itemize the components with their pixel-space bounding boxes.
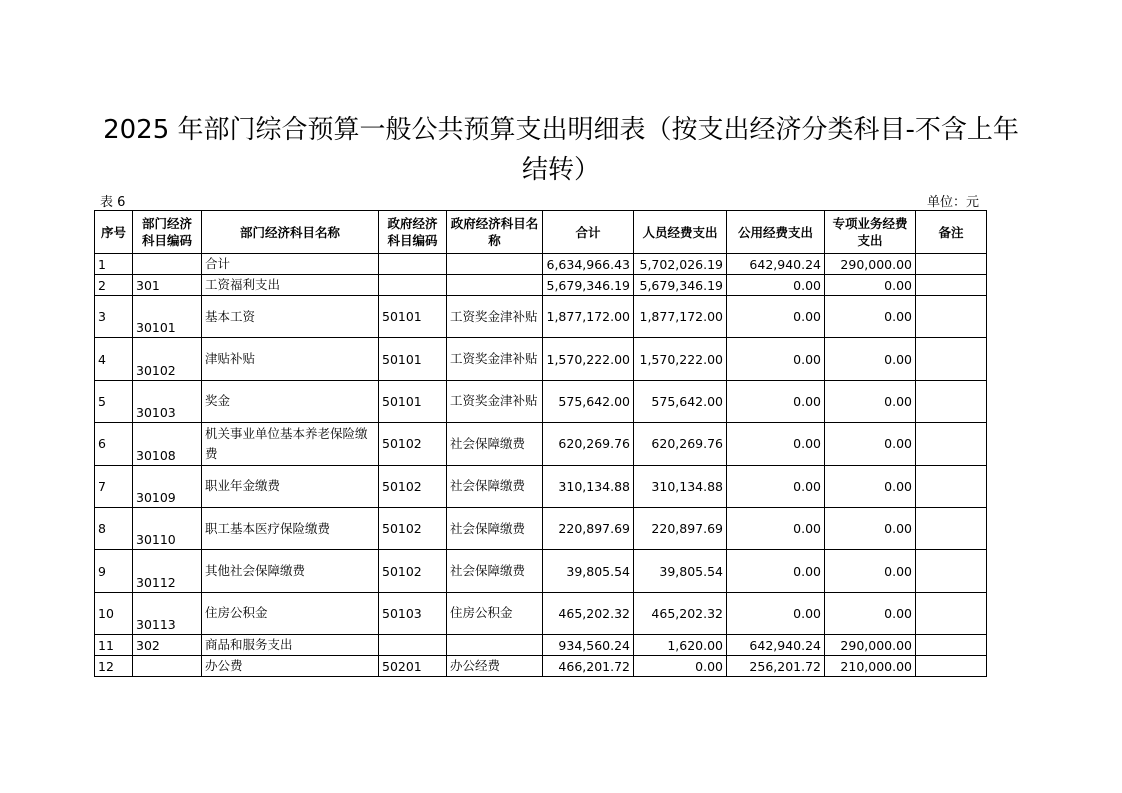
header-gov-name: 政府经济科目名称 (447, 211, 543, 254)
cell-gov-name: 工资奖金津补贴 (447, 296, 543, 338)
cell-seq: 1 (95, 254, 133, 275)
cell-total: 5,679,346.19 (543, 275, 634, 296)
cell-dept-name: 基本工资 (202, 296, 379, 338)
cell-dept-code: 30112 (133, 550, 202, 592)
cell-personnel: 1,877,172.00 (634, 296, 727, 338)
cell-dept-name: 工资福利支出 (202, 275, 379, 296)
cell-total: 465,202.32 (543, 592, 634, 634)
cell-dept-name: 合计 (202, 254, 379, 275)
cell-note (916, 296, 987, 338)
cell-personnel: 1,570,222.00 (634, 338, 727, 380)
cell-public: 0.00 (727, 275, 825, 296)
page-title: 2025 年部门综合预算一般公共预算支出明细表（按支出经济分类科目-不含上年结转） (103, 115, 1019, 185)
cell-dept-name: 机关事业单位基本养老保险缴费 (202, 423, 379, 465)
cell-personnel: 465,202.32 (634, 592, 727, 634)
cell-personnel: 620,269.76 (634, 423, 727, 465)
table-row (95, 550, 987, 592)
table-row (95, 635, 987, 656)
cell-gov-code (379, 275, 447, 296)
cell-gov-name: 工资奖金津补贴 (447, 380, 543, 422)
cell-public: 642,940.24 (727, 635, 825, 656)
cell-note (916, 465, 987, 507)
cell-public: 0.00 (727, 423, 825, 465)
header-note: 备注 (916, 211, 987, 254)
header-special: 专项业务经费支出 (825, 211, 916, 254)
cell-total: 310,134.88 (543, 465, 634, 507)
cell-public: 0.00 (727, 338, 825, 380)
cell-dept-name: 职工基本医疗保险缴费 (202, 507, 379, 549)
cell-note (916, 423, 987, 465)
cell-total: 575,642.00 (543, 380, 634, 422)
cell-special: 0.00 (825, 465, 916, 507)
cell-dept-code: 30103 (133, 380, 202, 422)
cell-total: 220,897.69 (543, 507, 634, 549)
cell-personnel: 39,805.54 (634, 550, 727, 592)
cell-seq: 9 (95, 550, 133, 592)
cell-special: 0.00 (825, 296, 916, 338)
header-gov-code: 政府经济科目编码 (379, 211, 447, 254)
table-row (95, 592, 987, 634)
header-seq: 序号 (95, 211, 133, 254)
cell-dept-name: 职业年金缴费 (202, 465, 379, 507)
cell-dept-code (133, 254, 202, 275)
cell-seq: 7 (95, 465, 133, 507)
cell-dept-code: 30108 (133, 423, 202, 465)
cell-note (916, 338, 987, 380)
cell-total: 6,634,966.43 (543, 254, 634, 275)
cell-public: 256,201.72 (727, 656, 825, 677)
cell-note (916, 550, 987, 592)
cell-gov-code (379, 635, 447, 656)
cell-gov-name: 社会保障缴费 (447, 465, 543, 507)
cell-gov-name: 住房公积金 (447, 592, 543, 634)
table-row (95, 275, 987, 296)
cell-seq: 5 (95, 380, 133, 422)
cell-gov-code: 50102 (379, 507, 447, 549)
cell-dept-code: 302 (133, 635, 202, 656)
cell-gov-code: 50102 (379, 550, 447, 592)
cell-public: 0.00 (727, 592, 825, 634)
cell-seq: 8 (95, 507, 133, 549)
cell-seq: 6 (95, 423, 133, 465)
header-public: 公用经费支出 (727, 211, 825, 254)
header-total: 合计 (543, 211, 634, 254)
cell-special: 0.00 (825, 592, 916, 634)
cell-dept-code: 30109 (133, 465, 202, 507)
cell-special: 0.00 (825, 275, 916, 296)
table-row (95, 423, 987, 465)
cell-seq: 3 (95, 296, 133, 338)
cell-public: 0.00 (727, 465, 825, 507)
cell-seq: 4 (95, 338, 133, 380)
cell-dept-code: 30102 (133, 338, 202, 380)
cell-special: 290,000.00 (825, 254, 916, 275)
cell-note (916, 635, 987, 656)
cell-gov-name: 社会保障缴费 (447, 550, 543, 592)
cell-gov-name (447, 254, 543, 275)
table-number: 表 6 (100, 195, 126, 210)
cell-public: 0.00 (727, 550, 825, 592)
table-row (95, 656, 987, 677)
cell-public: 0.00 (727, 507, 825, 549)
budget-table (94, 210, 987, 677)
cell-personnel: 575,642.00 (634, 380, 727, 422)
cell-gov-name: 办公经费 (447, 656, 543, 677)
table-row (95, 507, 987, 549)
unit-label: 单位：元 (926, 195, 979, 210)
cell-personnel: 0.00 (634, 656, 727, 677)
cell-special: 0.00 (825, 338, 916, 380)
cell-dept-name: 住房公积金 (202, 592, 379, 634)
cell-note (916, 592, 987, 634)
cell-dept-code: 30113 (133, 592, 202, 634)
header-personnel: 人员经费支出 (634, 211, 727, 254)
cell-gov-name (447, 275, 543, 296)
table-row (95, 254, 987, 275)
cell-gov-code (379, 254, 447, 275)
cell-public: 0.00 (727, 296, 825, 338)
cell-dept-name: 奖金 (202, 380, 379, 422)
header-dept-name: 部门经济科目名称 (202, 211, 379, 254)
cell-special: 0.00 (825, 380, 916, 422)
cell-total: 466,201.72 (543, 656, 634, 677)
cell-seq: 12 (95, 656, 133, 677)
table-row (95, 380, 987, 422)
cell-total: 934,560.24 (543, 635, 634, 656)
cell-dept-name: 津贴补贴 (202, 338, 379, 380)
cell-gov-name (447, 635, 543, 656)
cell-special: 0.00 (825, 507, 916, 549)
cell-dept-code: 301 (133, 275, 202, 296)
cell-public: 642,940.24 (727, 254, 825, 275)
cell-special: 290,000.00 (825, 635, 916, 656)
cell-seq: 11 (95, 635, 133, 656)
cell-personnel: 310,134.88 (634, 465, 727, 507)
cell-seq: 2 (95, 275, 133, 296)
cell-note (916, 380, 987, 422)
table-row (95, 296, 987, 338)
cell-personnel: 220,897.69 (634, 507, 727, 549)
table-header-row (95, 211, 987, 254)
table-row (95, 338, 987, 380)
cell-total: 39,805.54 (543, 550, 634, 592)
cell-gov-code: 50201 (379, 656, 447, 677)
header-dept-code: 部门经济科目编码 (133, 211, 202, 254)
cell-gov-name: 社会保障缴费 (447, 507, 543, 549)
cell-personnel: 5,702,026.19 (634, 254, 727, 275)
cell-gov-code: 50101 (379, 296, 447, 338)
cell-gov-name: 社会保障缴费 (447, 423, 543, 465)
cell-gov-name: 工资奖金津补贴 (447, 338, 543, 380)
cell-dept-name: 办公费 (202, 656, 379, 677)
cell-personnel: 1,620.00 (634, 635, 727, 656)
cell-note (916, 254, 987, 275)
cell-gov-code: 50101 (379, 380, 447, 422)
cell-note (916, 656, 987, 677)
cell-dept-name: 其他社会保障缴费 (202, 550, 379, 592)
cell-total: 620,269.76 (543, 423, 634, 465)
cell-dept-name: 商品和服务支出 (202, 635, 379, 656)
cell-gov-code: 50102 (379, 423, 447, 465)
cell-gov-code: 50102 (379, 465, 447, 507)
cell-special: 210,000.00 (825, 656, 916, 677)
cell-seq: 10 (95, 592, 133, 634)
cell-dept-code: 30110 (133, 507, 202, 549)
cell-gov-code: 50101 (379, 338, 447, 380)
cell-special: 0.00 (825, 423, 916, 465)
cell-note (916, 507, 987, 549)
cell-personnel: 5,679,346.19 (634, 275, 727, 296)
cell-special: 0.00 (825, 550, 916, 592)
cell-note (916, 275, 987, 296)
cell-dept-code: 30101 (133, 296, 202, 338)
cell-total: 1,570,222.00 (543, 338, 634, 380)
table-row (95, 465, 987, 507)
cell-total: 1,877,172.00 (543, 296, 634, 338)
cell-dept-code (133, 656, 202, 677)
cell-public: 0.00 (727, 380, 825, 422)
cell-gov-code: 50103 (379, 592, 447, 634)
